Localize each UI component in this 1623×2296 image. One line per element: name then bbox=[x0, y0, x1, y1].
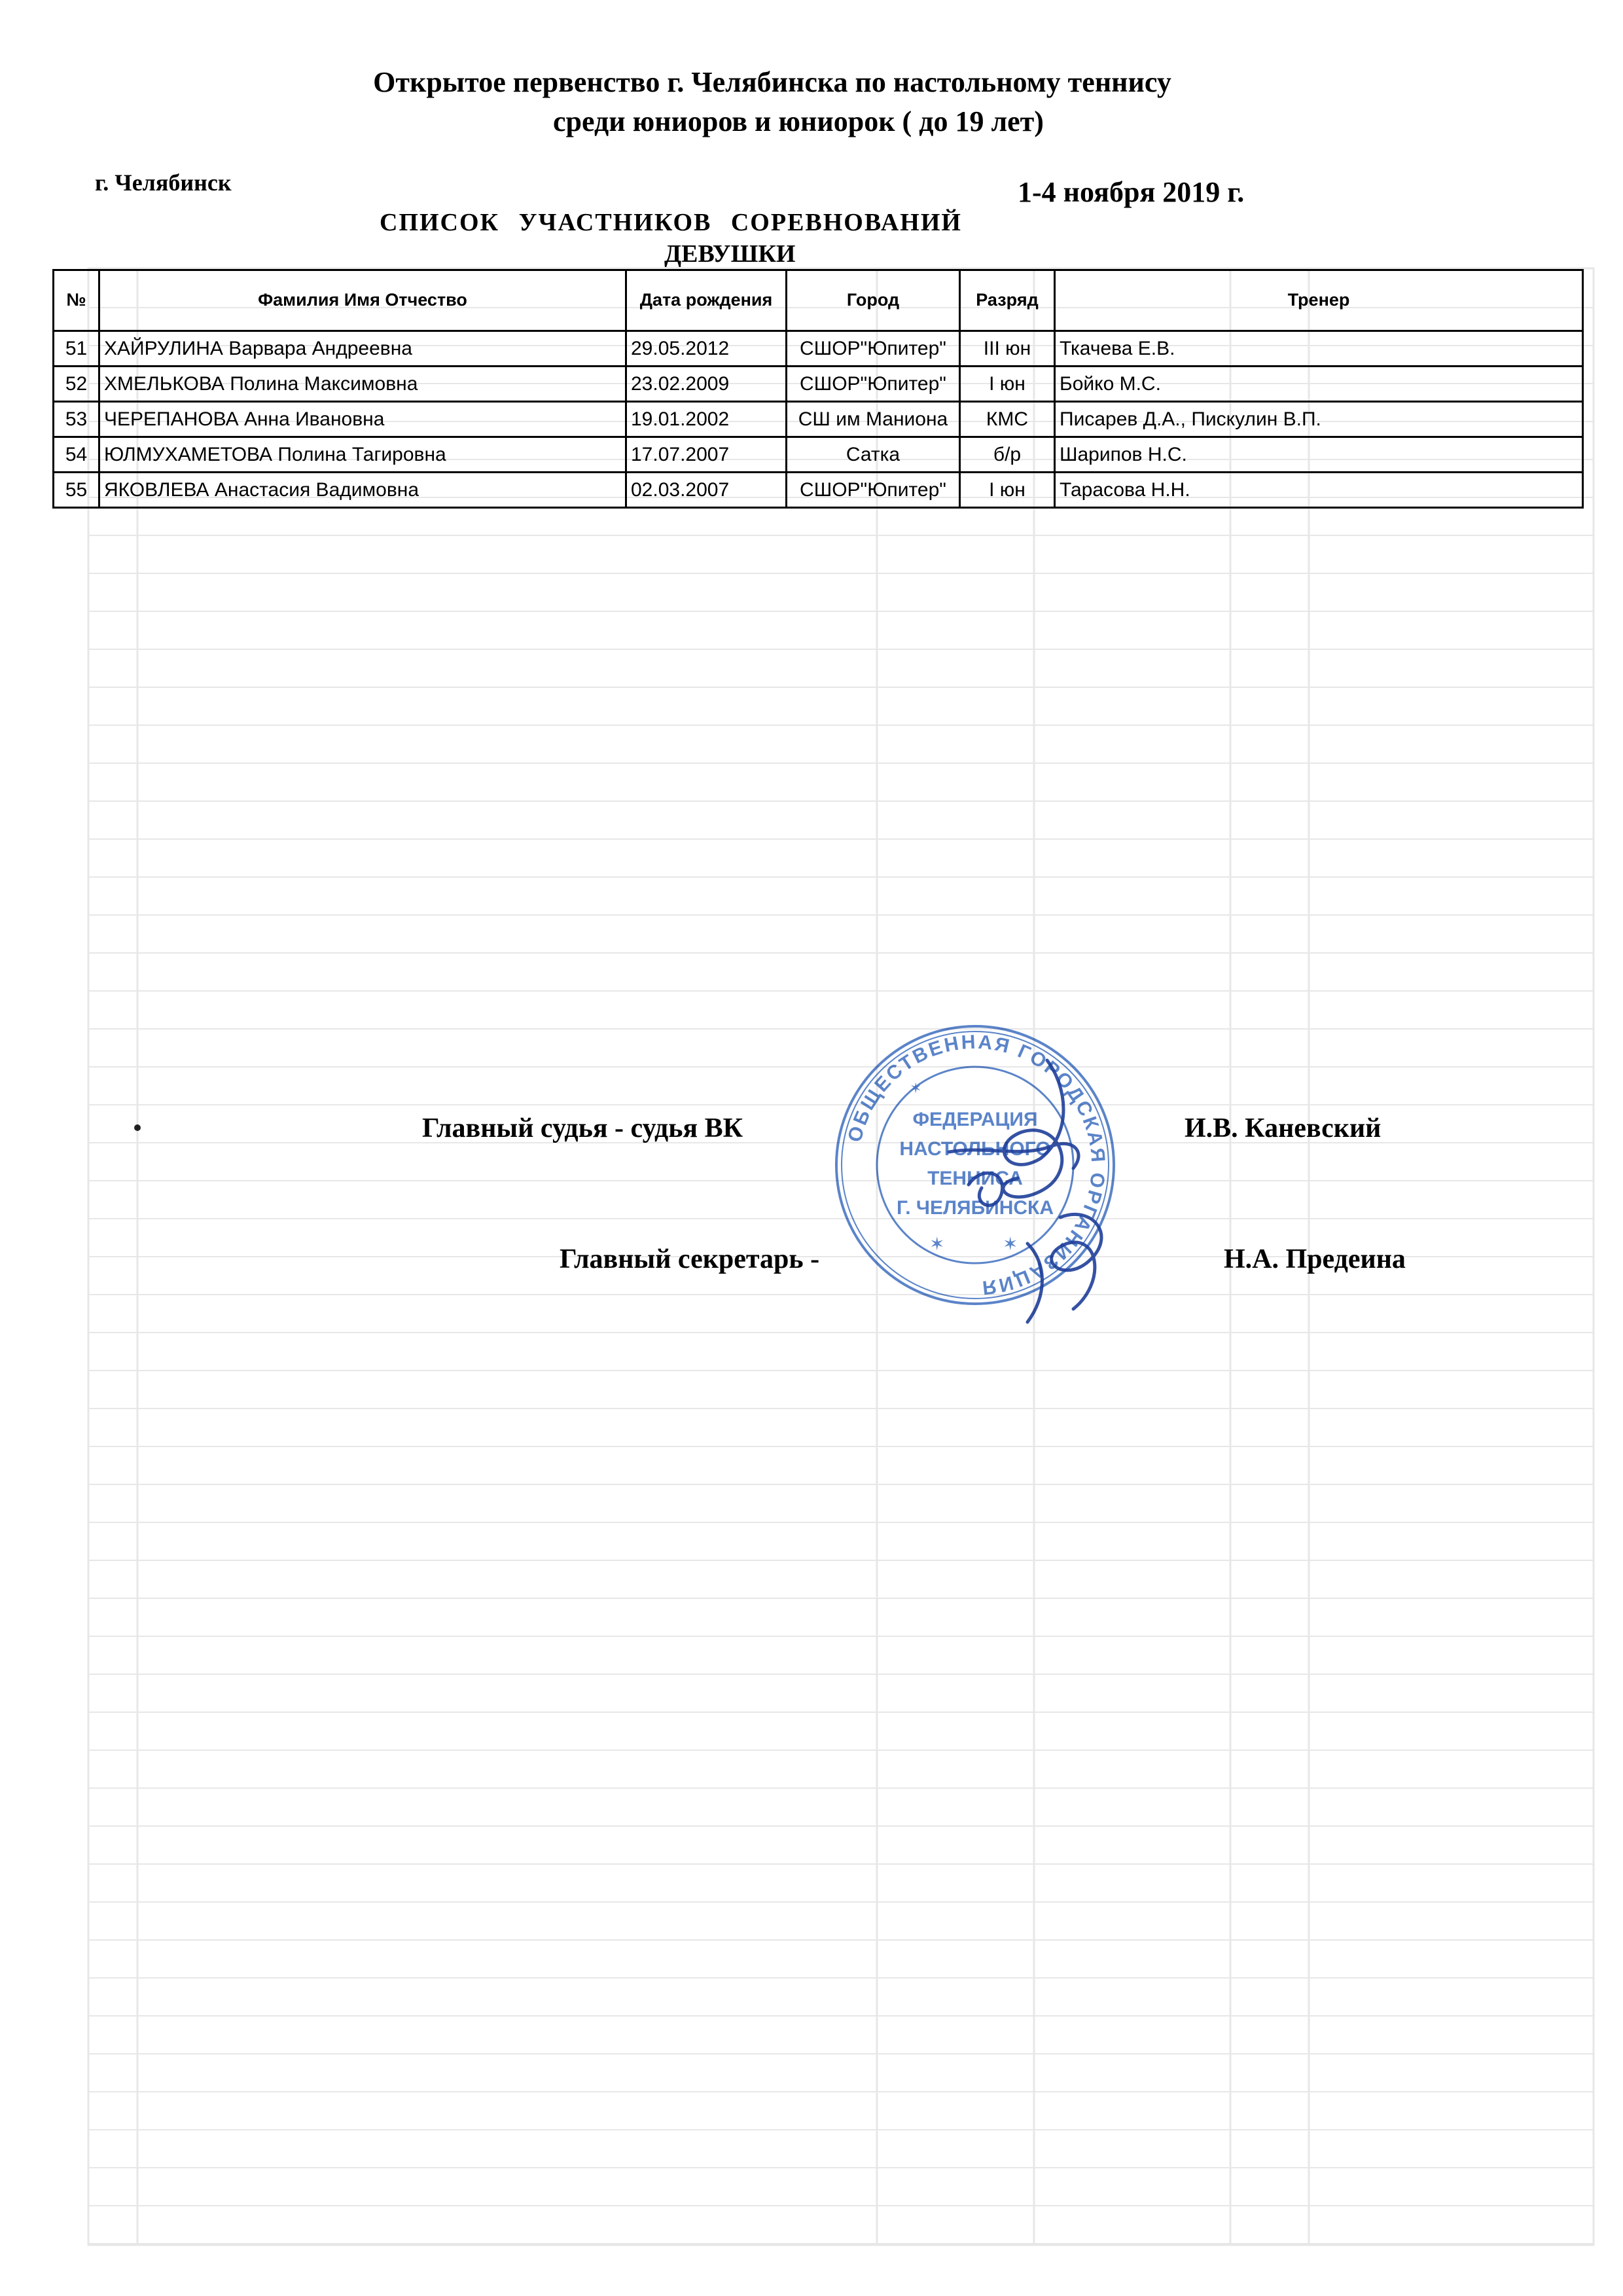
city-club: СШОР"Юпитер" bbox=[787, 331, 960, 367]
birth-date: 23.02.2009 bbox=[626, 367, 787, 402]
sport-rank: I юн bbox=[960, 473, 1055, 508]
svg-text:✶: ✶ bbox=[929, 1234, 945, 1255]
table-row bbox=[54, 473, 1583, 508]
city-club: СШОР"Юпитер" bbox=[787, 367, 960, 402]
coach-name: Ткачева Е.В. bbox=[1055, 331, 1583, 367]
stamp-line-1: ФЕДЕРАЦИЯ bbox=[912, 1109, 1038, 1130]
svg-text:✶: ✶ bbox=[910, 1080, 922, 1096]
stamp-line-2: НАСТОЛЬНОГО bbox=[899, 1138, 1051, 1160]
column-header-rank: Разряд bbox=[960, 270, 1055, 331]
participant-name: ЧЕРЕПАНОВА Анна Ивановна bbox=[99, 402, 626, 437]
city-club: СШ им Манионa bbox=[787, 402, 960, 437]
column-header-city: Город bbox=[787, 270, 960, 331]
handwritten-signature bbox=[910, 1047, 1145, 1335]
birth-date: 17.07.2007 bbox=[626, 437, 787, 473]
row-number: 53 bbox=[54, 402, 99, 437]
chief-judge-label: Главный судья - судья ВК bbox=[422, 1113, 743, 1143]
chief-judge-name: И.В. Каневский bbox=[1185, 1113, 1382, 1143]
document-title-line1: Открытое первенство г. Челябинска по настольному теннису bbox=[373, 66, 1171, 98]
row-number: 54 bbox=[54, 437, 99, 473]
birth-date: 29.05.2012 bbox=[626, 331, 787, 367]
city-label: г. Челябинск bbox=[95, 170, 232, 196]
participant-name: ЯКОВЛЕВА Анастасия Вадимовна bbox=[99, 473, 626, 508]
svg-text:✶: ✶ bbox=[1003, 1234, 1018, 1255]
participant-name: ХАЙРУЛИНА Варвара Андреевна bbox=[99, 331, 626, 367]
chief-secretary-label: Главный секретарь - bbox=[560, 1244, 820, 1274]
stray-mark bbox=[134, 1124, 141, 1131]
chief-secretary-name: Н.А. Предеина bbox=[1224, 1244, 1406, 1274]
list-subtitle: ДЕВУШКИ bbox=[664, 240, 796, 268]
city-club: СШОР"Юпитер" bbox=[787, 473, 960, 508]
coach-name: Тарасова Н.Н. bbox=[1055, 473, 1583, 508]
table-row bbox=[54, 367, 1583, 402]
sport-rank: КМС bbox=[960, 402, 1055, 437]
row-number: 51 bbox=[54, 331, 99, 367]
participants-table bbox=[52, 269, 1584, 509]
sport-rank: б/р bbox=[960, 437, 1055, 473]
column-header-birthdate: Дата рождения bbox=[626, 270, 787, 331]
stamp-outer-text: ОБЩЕСТВЕННАЯ ГОРОДСКАЯ ОРГАНИЗАЦИЯ bbox=[844, 1031, 1109, 1299]
event-dates: 1-4 ноября 2019 г. bbox=[1018, 176, 1245, 208]
sport-rank: III юн bbox=[960, 331, 1055, 367]
column-header-number: № bbox=[54, 270, 99, 331]
table-header-row bbox=[54, 270, 1583, 331]
document-title-line2: среди юниоров и юниорок ( до 19 лет) bbox=[553, 105, 1044, 137]
column-header-name: Фамилия Имя Отчество bbox=[99, 270, 626, 331]
sport-rank: I юн bbox=[960, 367, 1055, 402]
coach-name: Бойко М.С. bbox=[1055, 367, 1583, 402]
stamp-line-4: Г. ЧЕЛЯБИНСКА bbox=[896, 1197, 1054, 1219]
city-club: Сатка bbox=[787, 437, 960, 473]
participant-name: ЮЛМУХАМЕТОВА Полина Тагировна bbox=[99, 437, 626, 473]
table-row bbox=[54, 402, 1583, 437]
column-header-coach: Тренер bbox=[1055, 270, 1583, 331]
table-row bbox=[54, 437, 1583, 473]
list-title: СПИСОК УЧАСТНИКОВ СОРЕВНОВАНИЙ bbox=[380, 209, 962, 236]
row-number: 55 bbox=[54, 473, 99, 508]
participant-name: ХМЕЛЬКОВА Полина Максимовна bbox=[99, 367, 626, 402]
coach-name: Шарипов Н.С. bbox=[1055, 437, 1583, 473]
stamp-line-3: ТЕННИСА bbox=[927, 1168, 1023, 1189]
birth-date: 02.03.2007 bbox=[626, 473, 787, 508]
row-number: 52 bbox=[54, 367, 99, 402]
coach-name: Писарев Д.А., Пискулин В.П. bbox=[1055, 402, 1583, 437]
birth-date: 19.01.2002 bbox=[626, 402, 787, 437]
table-row bbox=[54, 331, 1583, 367]
